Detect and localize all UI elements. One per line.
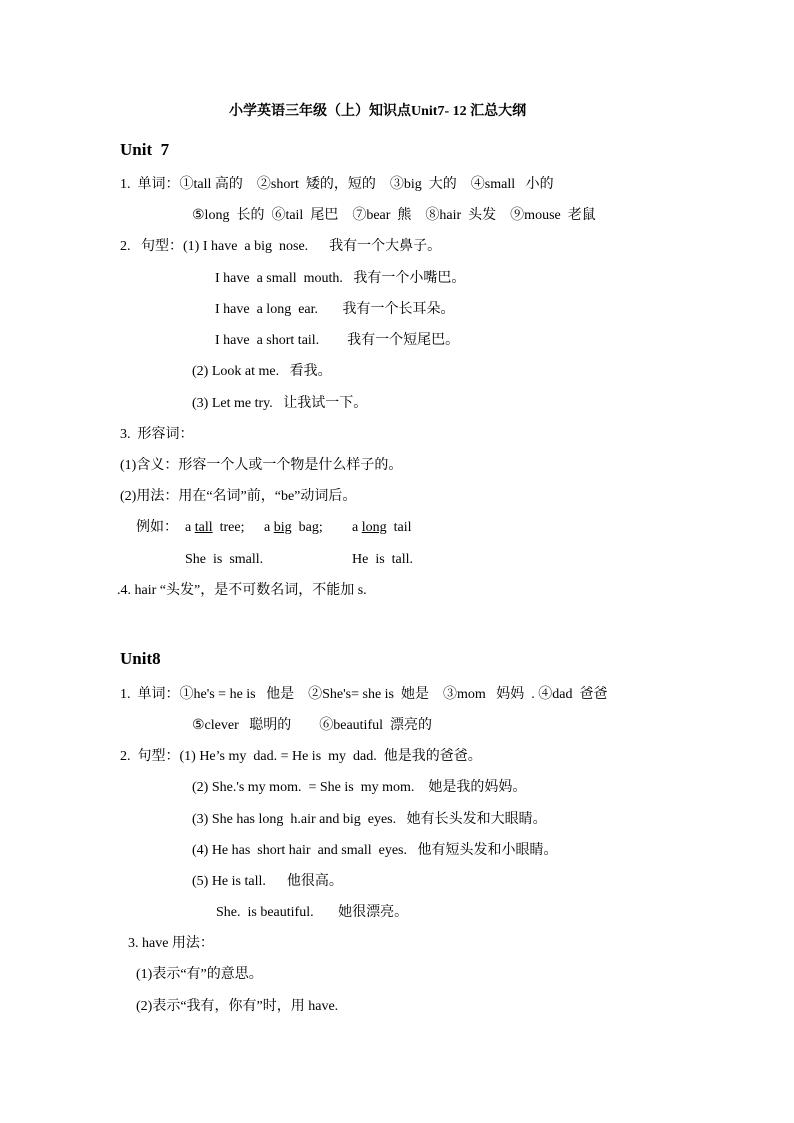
unit7-words-line-1: 1. 单词：①tall 高的 ②short 矮的，短的 ③big 大的 ④small 小的 — [120, 177, 554, 192]
unit8-sentence-5: (5) He is tall. 他很高。 — [192, 874, 343, 889]
unit8-sentence-4: (4) He has short hair and small eyes. 他有短头发和小眼睛。 — [192, 843, 558, 858]
unit7-sentence-2: I have a small mouth. 我有一个小嘴巴。 — [215, 271, 466, 286]
unit7-adjective-heading: 3. 形容词： — [120, 427, 194, 442]
example-label: 例如： — [136, 520, 178, 535]
unit8-have-heading: 3. have 用法： — [128, 936, 214, 951]
unit8-sentence-3: (3) She has long h.air and big eyes. 她有长头发和大眼睛。 — [192, 812, 547, 827]
unit7-adjective-usage: (2)用法：用在“名词”前，“be”动词后。 — [120, 489, 357, 504]
unit7-words-line-2: ⑤long 长的 ⑥tail 尾巴 ⑦bear 熊 ⑧hair 头发 ⑨mouse 老鼠 — [192, 208, 596, 223]
unit7-adjective-meaning: (1)含义：形容一个人或一个物是什么样子的。 — [120, 458, 403, 473]
unit8-words-line-1: 1. 单词：①he's = he is 他是 ②She's= she is 她是 ③mom 妈妈 . ④dad 爸爸 — [120, 687, 608, 702]
unit8-sentence-1: 2. 句型：(1) He’s my dad. = He is my dad. 他是我的爸爸。 — [120, 749, 482, 764]
unit8-sentence-6: She. is beautiful. 她很漂亮。 — [216, 905, 409, 920]
example-a-tall-tree: a tall tree; — [185, 520, 245, 535]
unit8-words-line-2: ⑤clever 聪明的 ⑥beautiful 漂亮的 — [192, 718, 433, 733]
unit8-have-usage-1: (1)表示“有”的意思。 — [136, 967, 263, 982]
unit7-sentence-6: (3) Let me try. 让我试一下。 — [192, 396, 368, 411]
unit8-have-usage-2: (2)表示“我有，你有”时，用 have. — [136, 999, 339, 1014]
unit7-sentence-3: I have a long ear. 我有一个长耳朵。 — [215, 302, 455, 317]
example-she-is-small: She is small. — [185, 552, 264, 567]
example-he-is-tall: He is tall. — [352, 552, 414, 567]
unit8-sentence-2: (2) She.'s my mom. = She is my mom. 她是我的妈妈。 — [192, 780, 527, 795]
unit7-heading: Unit 7 — [120, 140, 170, 159]
unit7-sentence-4: I have a short tail. 我有一个短尾巴。 — [215, 333, 460, 348]
document-title: 小学英语三年级（上）知识点Unit7- 12 汇总大纲 — [229, 104, 527, 119]
unit7-hair-note: .4. hair “头发”，是不可数名词，不能加 s. — [117, 583, 367, 598]
example-a-big-bag: a big bag; — [264, 520, 323, 535]
unit8-heading: Unit8 — [120, 649, 161, 668]
example-a-long-tail: a long tail — [352, 520, 412, 535]
unit7-sentence-5: (2) Look at me. 看我。 — [192, 364, 332, 379]
unit7-sentence-1: 2. 句型：(1) I have a big nose. 我有一个大鼻子。 — [120, 239, 442, 254]
